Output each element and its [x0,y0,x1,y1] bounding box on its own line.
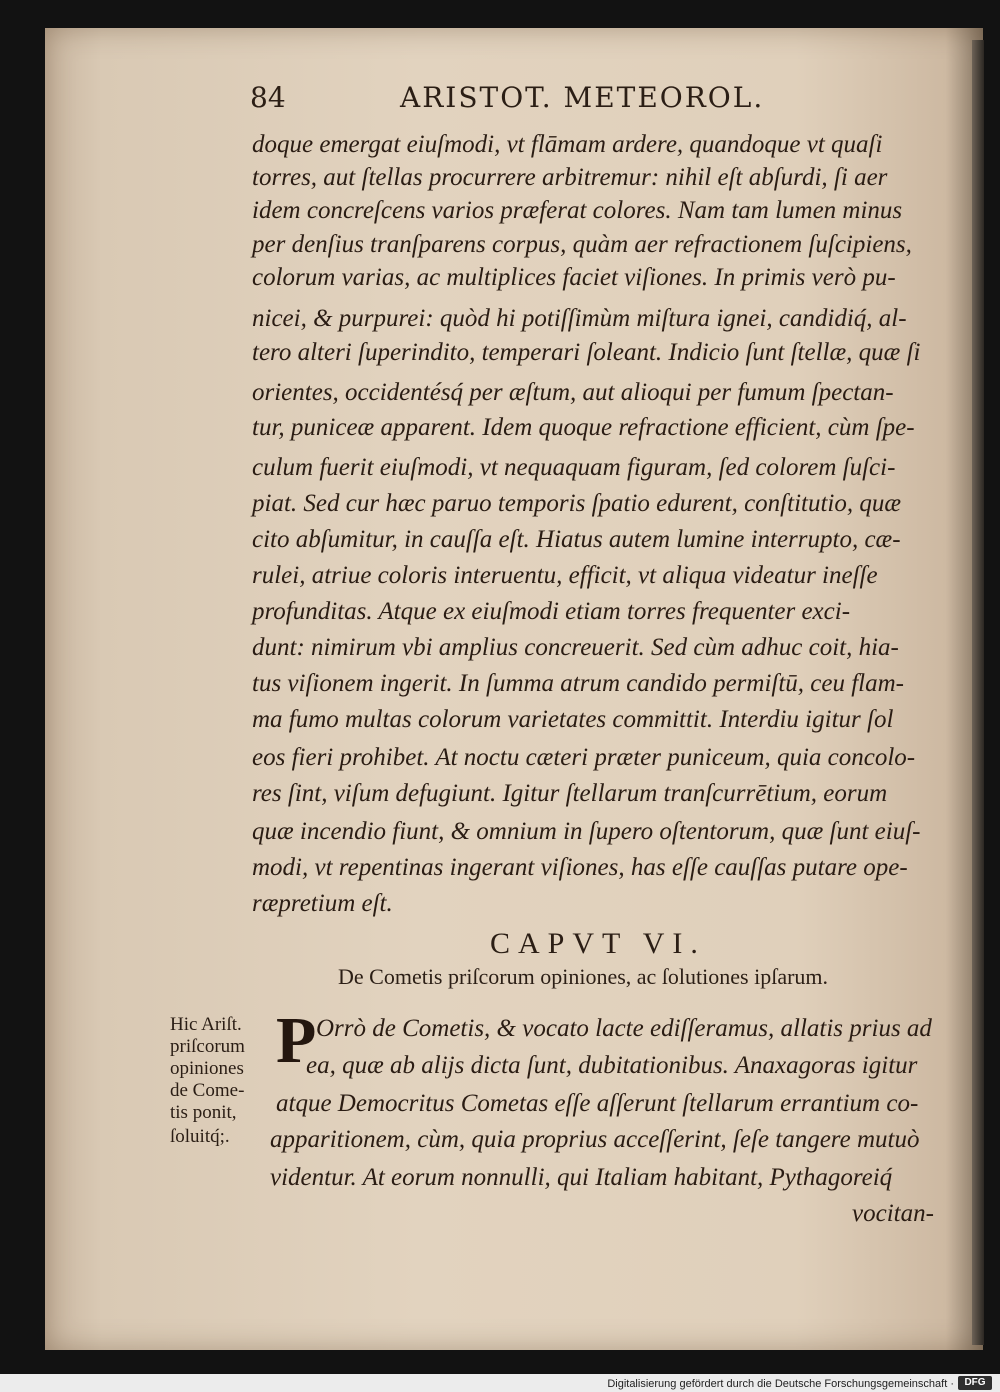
dfg-logo [958,1376,992,1390]
marginal-note-line: tis ponit, [170,1102,237,1123]
body-line: torres, aut ſtellas procurrere arbitremur: nihil eſt abſurdi, ſi aer [252,164,888,191]
body-line: res ſint, viſum defugiunt. Igitur ſtellarum tranſcurrētium, eorum [252,780,888,807]
body-line: tur, puniceæ apparent. Idem quoque refractione efficient, cùm ſpe- [252,414,915,441]
marginal-note-line: de Come- [170,1080,245,1101]
body-line: colorum varias, ac multiplices faciet viſiones. In primis verò pu- [252,264,896,291]
marginal-note-line: Hic Ariſt. [170,1014,242,1035]
catchword: vocitan- [852,1200,934,1227]
body-line: cito abſumitur, in cauſſa eſt. Hiatus autem lumine interrupto, cæ- [252,526,901,553]
body-line: quæ incendio fiunt, & omnium in ſupero oſtentorum, quæ ſunt eiuſ- [252,818,921,845]
page-number: 84 [250,81,286,114]
body-line: piat. Sed cur hæc paruo temporis ſpatio edurent, conſtitutio, quæ [252,490,902,517]
body-line: modi, vt repentinas ingerant viſiones, has eſſe cauſſas putare ope- [252,854,908,881]
body-line: apparitionem, cùm, quia proprius acceſſerint, ſeſe tangere mutuò [270,1126,920,1153]
body-line: ma fumo multas colorum varietates committit. Interdiu igitur ſol [252,706,894,733]
body-line: orientes, occidentésq́ per æſtum, aut alioqui per fumum ſpectan- [252,379,894,406]
body-line: doque emergat eiuſmodi, vt flāmam ardere, quandoque vt quaſi [252,131,883,158]
marginal-note-line: opiniones [170,1058,244,1079]
body-line: idem concreſcens varios præferat colores. Nam tam lumen minus [252,197,903,224]
chapter-title: CAPVT VI. [490,927,706,960]
body-line: atque Democritus Cometas eſſe aſſerunt ſtellarum errantium co- [276,1090,919,1117]
body-line: tero alteri ſuperindito, temperari ſoleant. Indicio ſunt ſtellæ, quæ ſi [252,339,921,366]
marginal-note-line: ſoluitq́;. [170,1126,230,1147]
footer-credit: Digitalisierung gefördert durch die Deutsche Forschungsgemeinschaft · [607,1378,954,1390]
body-line: rulei, atriue coloris interuentu, efficit, vt aliqua videatur ineſſe [252,562,878,589]
body-line: per denſius tranſparens corpus, quàm aer refractionem ſuſcipiens, [252,231,912,258]
body-line: eos fieri prohibet. At noctu cæteri præter puniceum, quia concolo- [252,744,916,771]
marginal-note-line: priſcorum [170,1036,245,1057]
body-line: videntur. At eorum nonnulli, qui Italiam habitant, Pythagoreiq́ [270,1164,893,1191]
body-line: Orrò de Cometis, & vocato lacte ediſſeramus, allatis prius ad [316,1015,932,1042]
body-line: ea, quæ ab alijs dicta ſunt, dubitationibus. Anaxagoras igitur [306,1052,918,1079]
body-line: profunditas. Atque ex eiuſmodi etiam torres frequenter exci- [252,598,851,625]
body-line: nicei, & purpurei: quòd hi potiſſimùm miſtura ignei, candidiq́, al- [252,305,907,332]
chapter-summary: De Cometis priſcorum opiniones, ac ſolutiones ipſarum. [338,964,829,989]
body-line: dunt: nimirum vbi amplius concreuerit. Sed cùm adhuc coit, hia- [252,634,899,661]
body-line: ræpretium eſt. [252,890,393,917]
body-line: culum fuerit eiuſmodi, vt nequaquam figuram, ſed colorem ſuſci- [252,454,896,481]
body-line: tus viſionem ingerit. In ſumma atrum candido permiſtū, ceu flam- [252,670,905,697]
dfg-logo-text: DFG [964,1377,986,1388]
page-edge-shadow [972,40,984,1345]
drop-cap: P [276,1004,317,1077]
running-title: ARISTOT. METEOROL. [400,81,765,114]
